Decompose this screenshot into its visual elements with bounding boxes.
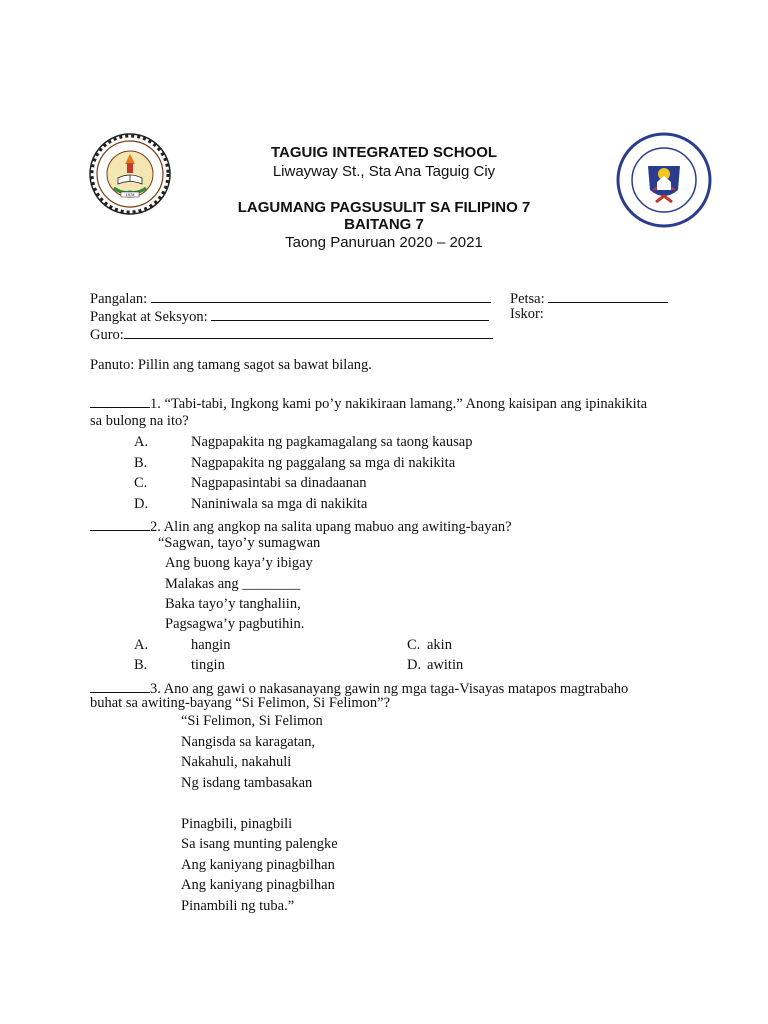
q3-poem-line: Nangisda sa karagatan, bbox=[181, 734, 316, 750]
q3-poem-line: Pinagbili, pinagbili bbox=[181, 816, 293, 832]
grade-level: BAITANG 7 bbox=[344, 216, 424, 233]
school-year: Taong Panuruan 2020 – 2021 bbox=[285, 234, 483, 251]
q2-choice-d-letter: D. bbox=[407, 657, 422, 673]
q2-choice-d[interactable]: awitin bbox=[427, 657, 464, 673]
q1-choice-a[interactable]: Nagpapakita ng pagkamagalang sa taong kausap bbox=[191, 434, 473, 450]
q3-poem-line: Pinambili ng tuba.” bbox=[181, 898, 295, 914]
teacher-field[interactable] bbox=[90, 324, 493, 344]
q2-choice-c[interactable]: akin bbox=[427, 637, 452, 653]
q1-choice-b[interactable]: Nagpapakita ng paggalang sa mga di nakikita bbox=[191, 455, 456, 471]
answer-blank-1[interactable] bbox=[90, 393, 150, 408]
answer-blank-2[interactable] bbox=[90, 516, 150, 531]
school-name: TAGUIG INTEGRATED SCHOOL bbox=[270, 144, 498, 161]
svg-text:1978: 1978 bbox=[125, 192, 135, 197]
section-field[interactable] bbox=[90, 306, 489, 326]
q1-choice-c[interactable]: Nagpapasintabi sa dinadaanan bbox=[191, 475, 367, 491]
q2-poem-line: Baka tayo’y tanghaliin, bbox=[165, 596, 301, 612]
score-field[interactable] bbox=[510, 306, 544, 323]
question-2-text: 2. Alin ang angkop na salita upang mabuo ang awiting-bayan? bbox=[150, 519, 512, 535]
date-label: Petsa: bbox=[510, 291, 545, 307]
name-blank[interactable] bbox=[151, 288, 491, 303]
name-field[interactable] bbox=[90, 288, 491, 308]
instructions: Panuto: Pillin ang tamang sagot sa bawat bilang. bbox=[90, 357, 372, 373]
q1-choice-b-letter: B. bbox=[134, 455, 148, 471]
q1-choice-d-letter: D. bbox=[134, 496, 149, 512]
q2-poem-line: “Sagwan, tayo’y sumagwan bbox=[158, 535, 321, 551]
question-1 bbox=[90, 393, 647, 413]
q2-poem-line: Malakas ang ________ bbox=[165, 576, 301, 592]
score-label: Iskor: bbox=[510, 306, 544, 322]
q3-poem-line: Ang kaniyang pinagbilhan bbox=[181, 857, 335, 873]
q2-choice-b[interactable]: tingin bbox=[191, 657, 225, 673]
teacher-label: Guro: bbox=[90, 327, 124, 343]
answer-blank-3[interactable] bbox=[90, 678, 150, 693]
q1-choice-a-letter: A. bbox=[134, 434, 149, 450]
question-3-text-cont: buhat sa awiting-bayang “Si Felimon, Si Felimon”? bbox=[90, 695, 391, 711]
q2-choice-a[interactable]: hangin bbox=[191, 637, 231, 653]
q3-poem-line: Sa isang munting palengke bbox=[181, 836, 338, 852]
date-blank[interactable] bbox=[548, 288, 668, 303]
q3-poem-line: Ng isdang tambasakan bbox=[181, 775, 313, 791]
exam-title: LAGUMANG PAGSUSULIT SA FILIPINO 7 bbox=[237, 199, 531, 216]
school-address: Liwayway St., Sta Ana Taguig Ciy bbox=[272, 163, 496, 180]
date-field[interactable] bbox=[510, 288, 668, 308]
question-2 bbox=[90, 516, 512, 536]
q3-poem-line: “Si Felimon, Si Felimon bbox=[181, 713, 323, 729]
section-blank[interactable] bbox=[211, 306, 489, 321]
q2-poem-line: Pagsagwa’y pagbutihin. bbox=[165, 616, 305, 632]
q3-poem-line: Nakahuli, nakahuli bbox=[181, 754, 292, 770]
q1-choice-c-letter: C. bbox=[134, 475, 148, 491]
q3-poem-line: Ang kaniyang pinagbilhan bbox=[181, 877, 335, 893]
question-1-text: 1. “Tabi-tabi, Ingkong kami po’y nakikiraan lamang.” Anong kaisipan ang ipinakikita bbox=[150, 396, 648, 412]
question-3-text: 3. Ano ang gawi o nakasanayang gawin ng mga taga-Visayas matapos magtrabaho bbox=[150, 681, 629, 697]
q2-choice-c-letter: C. bbox=[407, 637, 421, 653]
teacher-blank[interactable] bbox=[124, 324, 493, 339]
q1-choice-d[interactable]: Naniniwala sa mga di nakikita bbox=[191, 496, 368, 512]
section-label: Pangkat at Seksyon: bbox=[90, 309, 208, 325]
q2-choice-b-letter: B. bbox=[134, 657, 148, 673]
q2-choice-a-letter: A. bbox=[134, 637, 149, 653]
q2-poem-line: Ang buong kaya’y ibigay bbox=[165, 555, 313, 571]
name-label: Pangalan: bbox=[90, 291, 148, 307]
question-1-text-cont: sa bulong na ito? bbox=[90, 413, 189, 429]
